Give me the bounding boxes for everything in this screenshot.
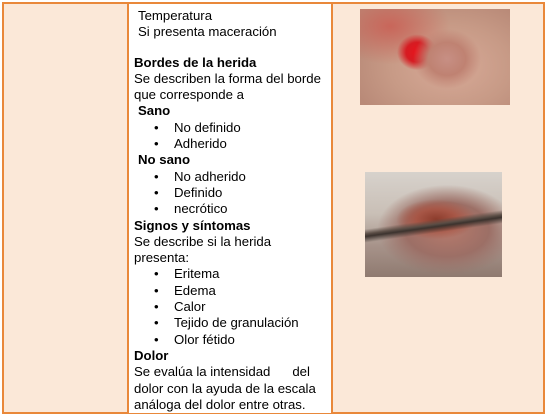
maceration-text: Si presenta maceración bbox=[138, 24, 277, 40]
pain-desc-line1: Se evalúa la intensidad del bbox=[134, 364, 310, 380]
borders-heading: Bordes de la herida bbox=[134, 54, 257, 70]
list-item: • Edema bbox=[174, 283, 331, 299]
borders-desc-line1: Se describen la forma del borde bbox=[134, 70, 321, 86]
signs-desc-line2: presenta: bbox=[134, 250, 189, 266]
unhealthy-list bbox=[134, 169, 331, 218]
wound-assessment-table bbox=[2, 2, 545, 414]
list-item: • Definido bbox=[174, 185, 331, 201]
signs-heading: Signos y síntomas bbox=[134, 217, 251, 233]
spacer bbox=[134, 41, 331, 55]
pain-heading: Dolor bbox=[134, 347, 169, 363]
unhealthy-heading: No sano bbox=[138, 152, 191, 168]
list-item: • Adherido bbox=[174, 136, 331, 152]
borders-desc-line2: que corresponde a bbox=[134, 87, 244, 103]
photos-cell bbox=[333, 4, 543, 413]
list-item: • Olor fétido bbox=[174, 332, 331, 348]
temperature-text: Temperatura bbox=[138, 8, 213, 23]
wound-photo-maceration bbox=[360, 9, 510, 105]
list-item: • No adherido bbox=[174, 169, 331, 185]
list-item: • Calor bbox=[174, 299, 331, 315]
wound-photo-edges bbox=[365, 172, 502, 277]
pain-desc-line3: análoga del dolor entre otras. bbox=[134, 396, 306, 412]
pain-desc-line2: dolor con la ayuda de la escala bbox=[134, 380, 316, 396]
empty-cell bbox=[4, 4, 129, 413]
list-item: • No definido bbox=[174, 120, 331, 136]
list-item: • Eritema bbox=[174, 266, 331, 282]
healthy-heading: Sano bbox=[138, 103, 171, 119]
list-item: • necrótico bbox=[174, 201, 331, 217]
signs-list bbox=[134, 266, 331, 347]
list-item: • Tejido de granulación bbox=[174, 315, 331, 331]
signs-desc-line1: Se describe si la herida bbox=[134, 233, 272, 249]
healthy-list bbox=[134, 120, 331, 153]
description-cell bbox=[129, 4, 333, 413]
